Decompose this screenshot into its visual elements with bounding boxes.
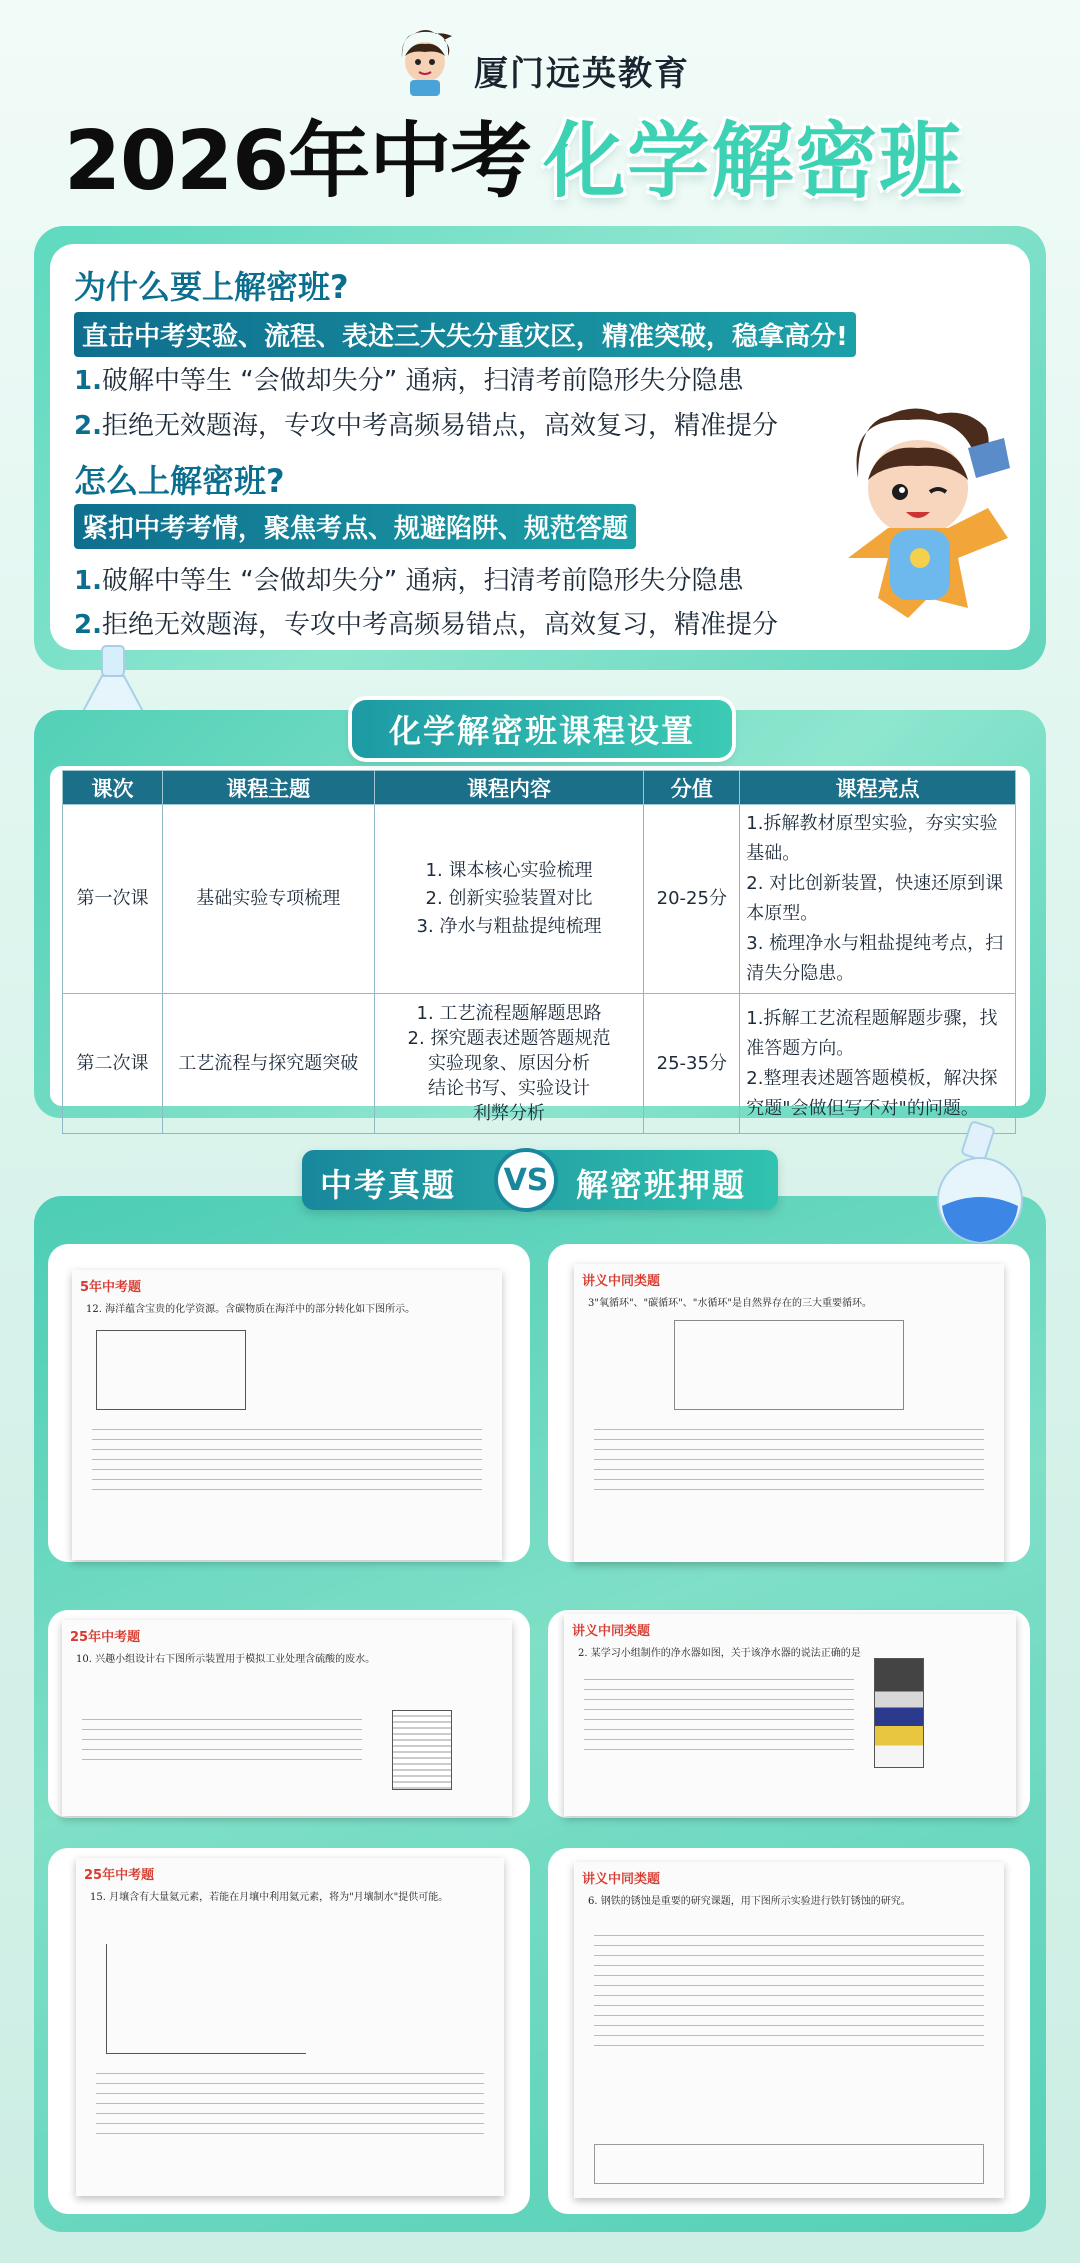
cycle-figure bbox=[674, 1320, 904, 1410]
table-row bbox=[63, 994, 1016, 1134]
column-header: 课程主题 bbox=[162, 771, 374, 805]
text-lines bbox=[594, 1420, 984, 1499]
brand-name: 厦门远英教育 bbox=[474, 54, 690, 94]
column-header: 课程亮点 bbox=[740, 771, 1016, 805]
paper-label: 讲义中同类题 bbox=[582, 1274, 661, 1289]
highlight-cell: 1.拆解教材原型实验，夯实实验基础。 2. 对比创新装置，快速还原到课本原型。 3. 梳理净水与粗盐提纯考点，扫清失分隐患。 bbox=[740, 805, 1016, 994]
exam-paper-thumbnail bbox=[574, 1264, 1004, 1562]
topic-cell: 基础实验专项梳理 bbox=[162, 805, 374, 994]
answer-table-figure bbox=[594, 2144, 984, 2184]
why-item: 1.破解中等生 “会做却失分” 通病，扫清考前隐形失分隐患 bbox=[74, 366, 744, 396]
paper-label: 讲义中同类题 bbox=[572, 1624, 651, 1639]
text-lines bbox=[82, 1710, 362, 1769]
diagram-figure bbox=[96, 1330, 246, 1410]
exam-paper-thumbnail bbox=[62, 1620, 512, 1816]
content-cell: 1. 课本核心实验梳理 2. 创新实验装置对比 3. 净水与粗盐提纯梳理 bbox=[374, 805, 644, 994]
exam-paper-thumbnail bbox=[72, 1270, 502, 1560]
paper-label: 5年中考题 bbox=[80, 1280, 142, 1295]
apparatus-figure bbox=[392, 1710, 452, 1790]
topic-cell: 工艺流程与探究题突破 bbox=[162, 994, 374, 1134]
lesson-cell: 第一次课 bbox=[63, 805, 163, 994]
exam-paper-thumbnail bbox=[76, 1858, 504, 2196]
paper-label: 25年中考题 bbox=[70, 1630, 141, 1645]
paper-question: 6. 钢铁的锈蚀是重要的研究课题，用下图所示实验进行铁钉锈蚀的研究。 bbox=[588, 1896, 911, 1907]
water-filter-figure bbox=[874, 1658, 924, 1768]
paper-question: 15. 月壤含有大量氦元素，若能在月壤中利用氦元素，将为"月壤制水"提供可能。 bbox=[90, 1892, 449, 1903]
course-table bbox=[62, 770, 1016, 1134]
paper-question: 3"氧循环"、"碳循环"、"水循环"是自然界存在的三大重要循环。 bbox=[588, 1298, 872, 1309]
highlight-cell: 1.拆解工艺流程题解题步骤，找准答题方向。 2.整理表述题答题模板，解决探究题"会做但写不对"的问题。 bbox=[740, 994, 1016, 1134]
score-cell: 25-35分 bbox=[644, 994, 740, 1134]
content-cell: 1. 工艺流程题解题思路 2. 探究题表述题答题规范 实验现象、原因分析 结论书写、实验设计 利弊分析 bbox=[374, 994, 644, 1134]
vs-right-label: 解密班押题 bbox=[576, 1166, 747, 1204]
text-lines bbox=[584, 1670, 854, 1759]
brand-mascot-logo bbox=[392, 28, 458, 98]
paper-question: 10. 兴趣小组设计右下图所示装置用于模拟工业处理含硫酸的废水。 bbox=[76, 1654, 376, 1665]
column-header: 课次 bbox=[63, 771, 163, 805]
course-section-title: 化学解密班课程设置 bbox=[352, 700, 732, 758]
exam-paper-thumbnail bbox=[564, 1614, 1016, 1816]
title-accent: 化学解密班 bbox=[543, 113, 964, 209]
how-heading: 怎么上解密班? bbox=[74, 462, 285, 500]
flask-icon bbox=[918, 1118, 1038, 1248]
title-black: 2026年中考 bbox=[64, 113, 532, 209]
column-header: 课程内容 bbox=[374, 771, 644, 805]
text-lines bbox=[96, 2064, 484, 2143]
vs-left-label: 中考真题 bbox=[320, 1166, 457, 1204]
how-item: 2.拒绝无效题海，专攻中考高频易错点，高效复习，精准提分 bbox=[74, 610, 778, 640]
why-heading: 为什么要上解密班? bbox=[74, 268, 349, 306]
column-header: 分值 bbox=[644, 771, 740, 805]
table-header-row bbox=[63, 771, 1016, 805]
why-highlight-bar: 直击中考实验、流程、表述三大失分重灾区，精准突破，稳拿高分! bbox=[74, 312, 856, 357]
text-lines bbox=[594, 1926, 984, 2055]
how-item: 1.破解中等生 “会做却失分” 通病，扫清考前隐形失分隐患 bbox=[74, 566, 744, 596]
paper-question: 2. 某学习小组制作的净水器如图，关于该净水器的说法正确的是 bbox=[578, 1648, 861, 1659]
how-highlight-bar: 紧扣中考考情，聚焦考点、规避陷阱、规范答题 bbox=[74, 504, 636, 549]
table-row bbox=[63, 805, 1016, 994]
mascot-illustration bbox=[818, 408, 1018, 628]
exam-paper-thumbnail bbox=[574, 1862, 1004, 2198]
line-graph-figure bbox=[106, 1944, 306, 2054]
lesson-cell: 第二次课 bbox=[63, 994, 163, 1134]
page-title bbox=[64, 104, 964, 209]
paper-label: 讲义中同类题 bbox=[582, 1872, 661, 1887]
text-lines bbox=[92, 1420, 482, 1499]
why-item: 2.拒绝无效题海，专攻中考高频易错点，高效复习，精准提分 bbox=[74, 411, 778, 441]
score-cell: 20-25分 bbox=[644, 805, 740, 994]
vs-badge: VS bbox=[494, 1148, 558, 1212]
paper-question: 12. 海洋蕴含宝贵的化学资源。含碳物质在海洋中的部分转化如下图所示。 bbox=[86, 1304, 416, 1315]
paper-label: 25年中考题 bbox=[84, 1868, 155, 1883]
